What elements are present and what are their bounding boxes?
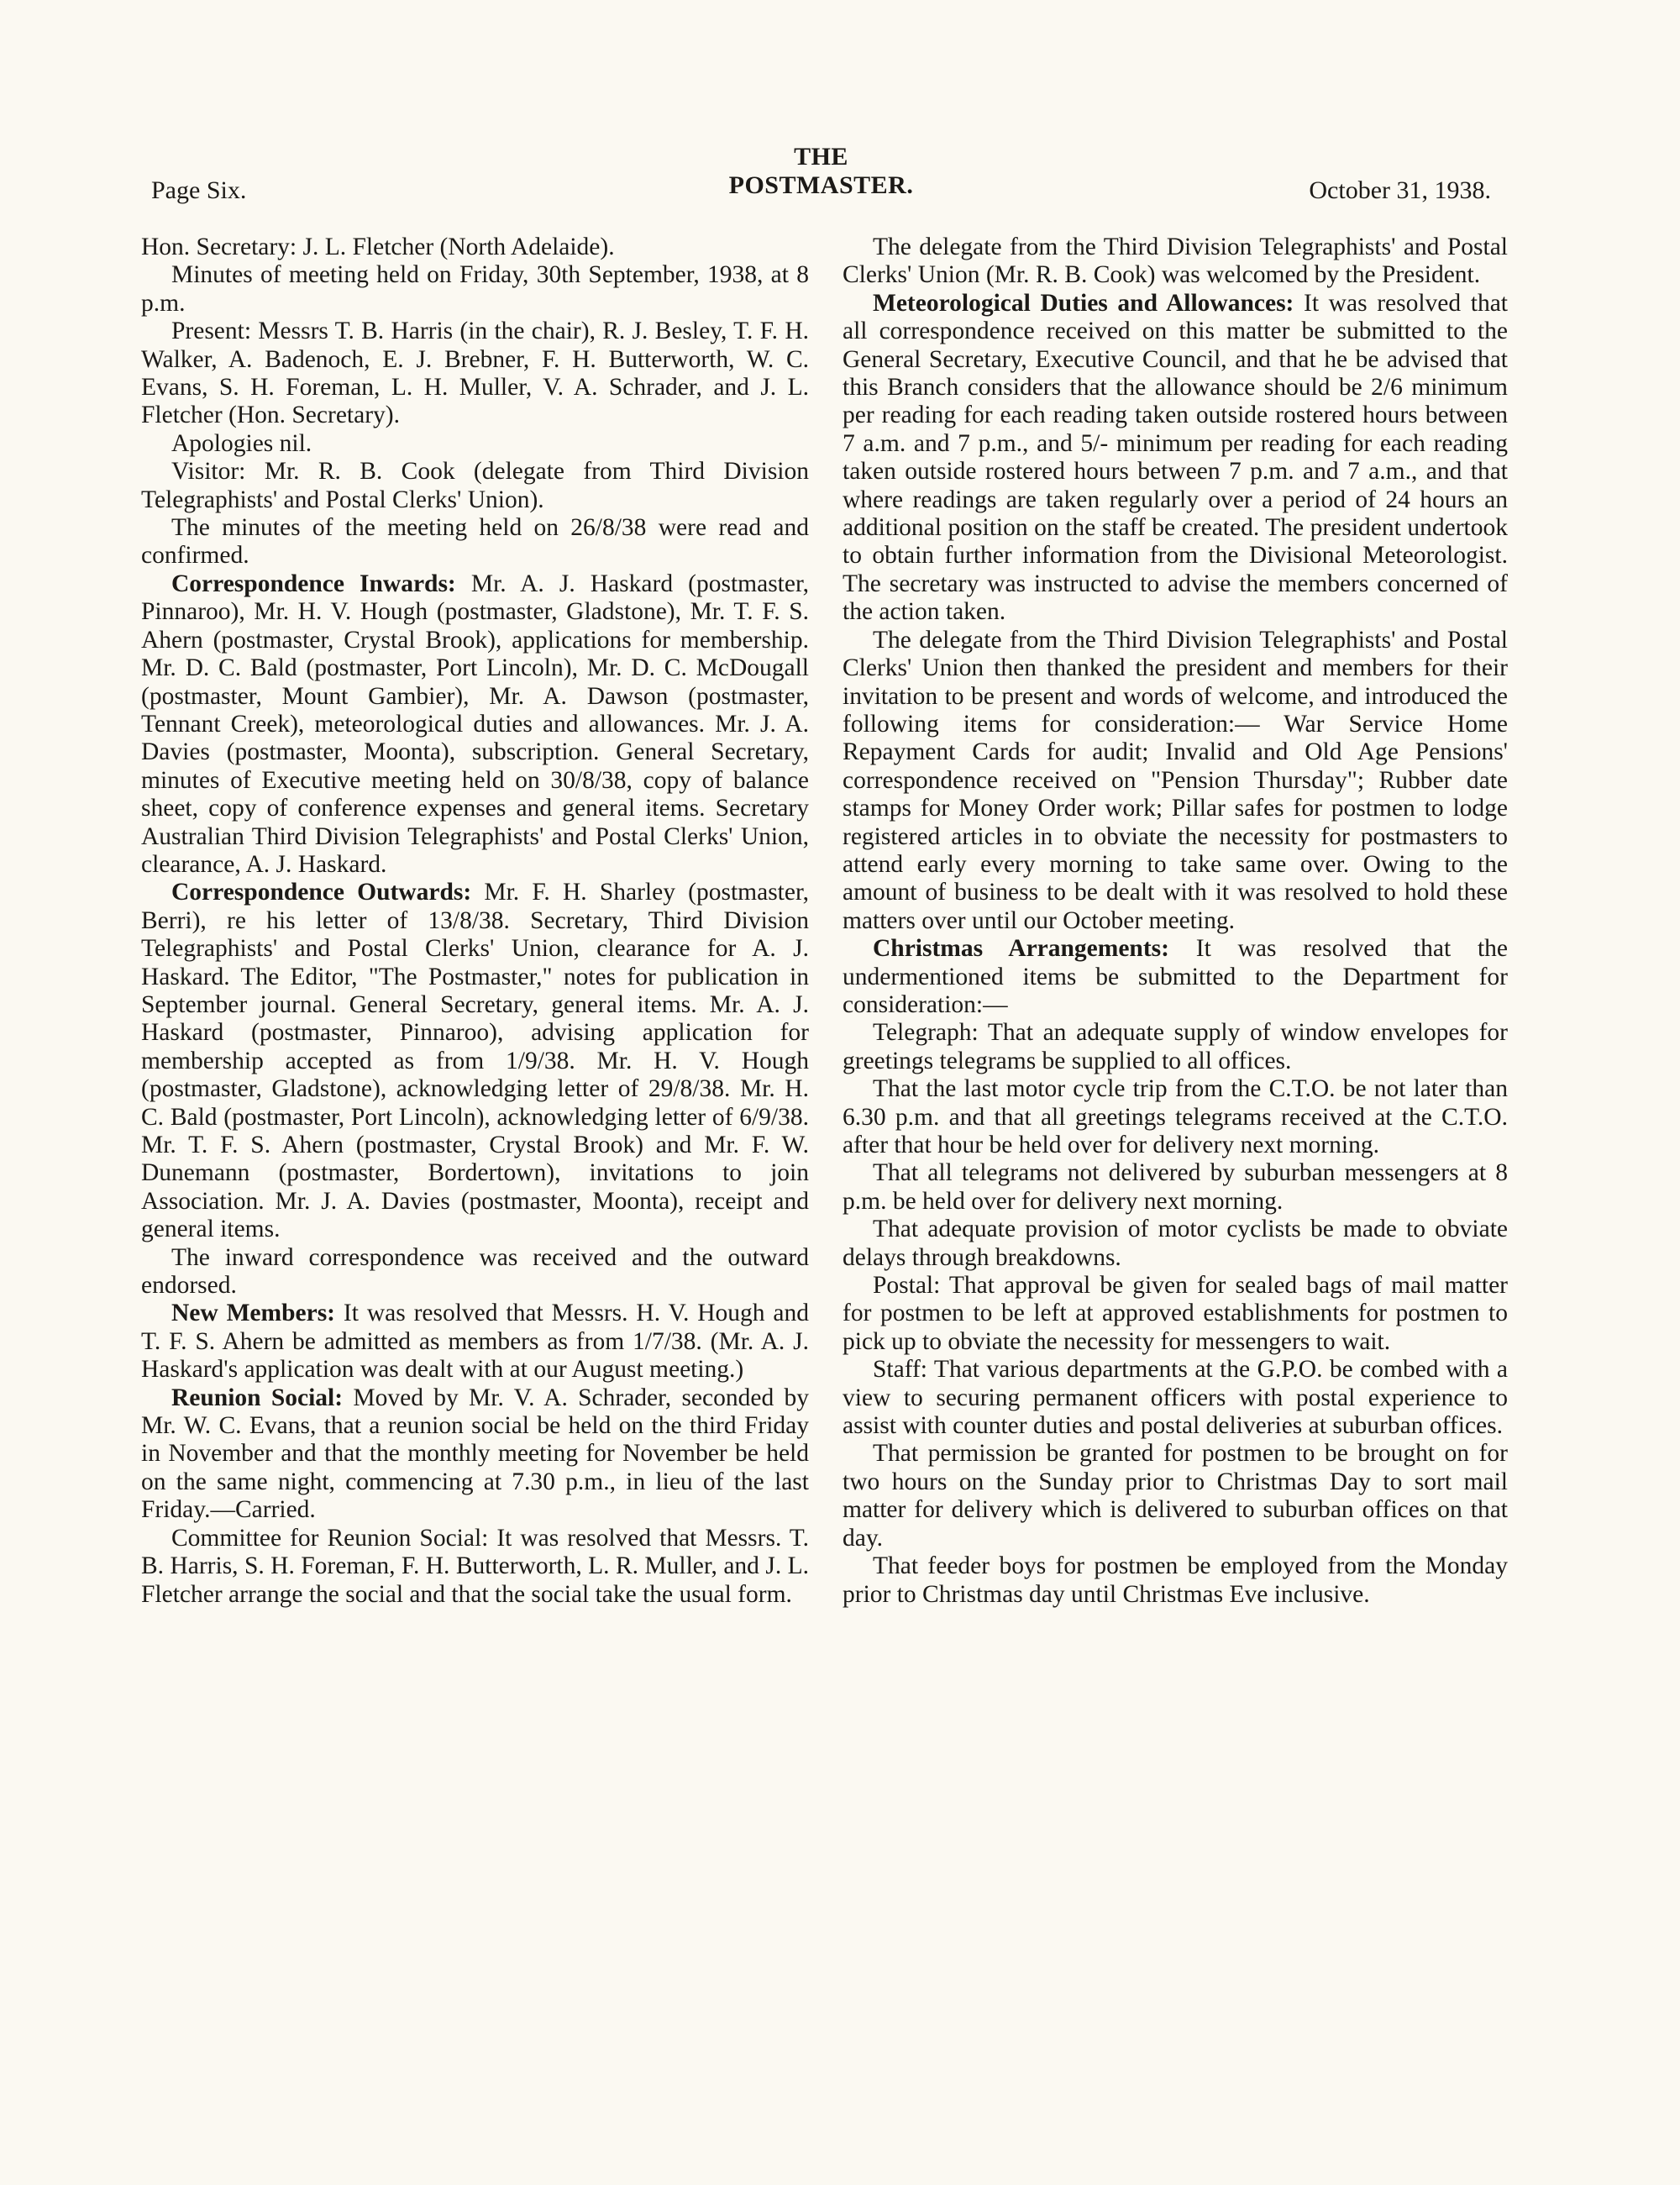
paragraph-delegate-items: The delegate from the Third Division Telegraphists' and Postal Clerks' Union then thanked the president and members for their invitation to be present and words of welcome, and introduced the following items for consideration:— War Service Home Repayment Cards for audit; Invalid and Old Age Pensions' correspondence received on "Pension Thursday"; Rubber date stamps for Money Order work; Pillar safes for postmen to lodge registered articles in to obviate the necessity for postmasters to attend early every morning to take same over. Owing to the amount of business to be dealt with it was resolved to hold these matters over until our October meeting. [843, 626, 1508, 934]
paragraph-telegrams-held: That all telegrams not delivered by suburban messengers at 8 p.m. be held over for delivery next morning. [843, 1159, 1508, 1215]
text-correspondence-outwards: Mr. F. H. Sharley (postmaster, Berri), re his letter of 13/8/38. Secretary, Third Division Telegraphists' and Postal Clerks' Union, clearance for A. J. Haskard. The Editor, "The Postmaster," notes for publication in September journal. General Secretary, general items. Mr. A. J. Haskard (postmaster, Pinnaroo), advising application for membership accepted as from 1/9/38. Mr. H. V. Hough (postmaster, Gladstone), acknowledging letter of 29/8/38. Mr. H. C. Bald (postmaster, Port Lincoln), acknowledging letter of 6/9/38. Mr. T. F. S. Ahern (postmaster, Crystal Brook) and Mr. F. W. Dunemann (postmaster, Bordertown), invitations to join Association. Mr. J. A. Davies (postmaster, Moonta), receipt and general items. [141, 879, 809, 1243]
paragraph-correspondence-inwards [141, 570, 809, 879]
paragraph-staff: Staff: That various departments at the G.P.O. be combed with a view to securing permanent officers with postal experience to assist with counter duties and postal deliveries at suburban offices. [843, 1356, 1508, 1440]
paragraph-meteorological [843, 290, 1508, 627]
paragraph-reunion-social [141, 1384, 809, 1525]
paragraph-delegate-welcome: The delegate from the Third Division Telegraphists' and Postal Clerks' Union (Mr. R. B. Cook) was welcomed by the President. [843, 234, 1508, 289]
paragraph-apologies: Apologies nil. [171, 429, 312, 457]
paragraph-correspondence-endorsed: The inward correspondence was received and the outward endorsed. [141, 1243, 809, 1300]
left-column [141, 234, 809, 1609]
paragraph-feeder-boys: That feeder boys for postmen be employed from the Monday prior to Christmas day until Christmas Eve inclusive. [843, 1552, 1508, 1608]
heading-correspondence-inwards: Correspondence Inwards: [171, 570, 456, 597]
paragraph-christmas [843, 935, 1508, 1019]
text-reunion-social: Moved by Mr. V. A. Schrader, seconded by Mr. W. C. Evans, that a reunion social be held on the third Friday in November and that the monthly meeting for November be held on the same night, commencing at 7.30 p.m., in lieu of the last Friday.—Carried. [141, 1384, 809, 1524]
paragraph-reunion-committee: Committee for Reunion Social: It was resolved that Messrs. T. B. Harris, S. H. Foreman, F. H. Butterworth, L. R. Muller, and J. L. Fletcher arrange the social and that the social take the usual form. [141, 1524, 809, 1608]
paragraph-minutes-confirmed: The minutes of the meeting held on 26/8/38 were read and confirmed. [141, 514, 809, 570]
heading-correspondence-outwards: Correspondence Outwards: [171, 879, 472, 906]
paragraph-correspondence-outwards [141, 879, 809, 1243]
heading-meteorological: Meteorological Duties and Allowances: [873, 289, 1294, 317]
text-meteorological: It was resolved that all correspondence received on this matter be submitted to the General Secretary, Executive Council, and that he be advised that this Branch considers that the allowance should be 2/6 minimum per reading for each reading taken outside rostered hours between 7 a.m. and 7 p.m., and 5/- minimum per reading for each reading taken outside rostered hours between 7 p.m. and 7 a.m., and that where readings are taken regularly over a period of 24 hours an additional position on the staff be created. The president undertook to obtain further information from the Divisional Meteorologist. The secretary was instructed to advise the members concerned of the action taken. [843, 289, 1508, 626]
heading-reunion-social: Reunion Social: [171, 1384, 344, 1411]
masthead-line-2: POSTMASTER. [728, 171, 914, 199]
text-christmas: It was resolved that the undermentioned items be submitted to the Department for consideration:— [843, 935, 1508, 1018]
paragraph-telegraph: Telegraph: That an adequate supply of window envelopes for greetings telegrams be supplied to all offices. [843, 1019, 1508, 1074]
right-column [843, 234, 1508, 1609]
paragraph-present: Present: Messrs T. B. Harris (in the chair), R. J. Besley, T. F. H. Walker, A. Badenoch, E. J. Brebner, F. H. Butterworth, W. C. Evans, S. H. Foreman, L. H. Muller, V. A. Schrader, and J. L. Fletcher (Hon. Secretary). [141, 318, 809, 429]
paragraph-minutes-date: Minutes of meeting held on Friday, 30th September, 1938, at 8 p.m. [141, 261, 809, 317]
masthead [151, 143, 1491, 200]
paragraph-visitor: Visitor: Mr. R. B. Cook (delegate from Third Division Telegraphists' and Postal Clerks' Union). [141, 458, 809, 513]
paragraph-new-members [141, 1300, 809, 1384]
paragraph-postal: Postal: That approval be given for sealed bags of mail matter for postmen to be left at approved establishments for postmen to pick up to obviate the necessity for messengers to wait. [843, 1272, 1508, 1355]
heading-christmas: Christmas Arrangements: [873, 935, 1169, 963]
paragraph-sunday-postmen: That permission be granted for postmen to be brought on for two hours on the Sunday prior to Christmas Day to sort mail matter for delivery which is delivered to suburban offices on that day. [843, 1440, 1508, 1552]
paragraph-hon-secretary: Hon. Secretary: J. L. Fletcher (North Adelaide). [141, 234, 615, 260]
paragraph-motor-cycle-trip: That the last motor cycle trip from the C.T.O. be not later than 6.30 p.m. and that all greetings telegrams received at the C.T.O. after that hour be held over for delivery next morning. [843, 1075, 1508, 1158]
text-new-members: It was resolved that Messrs. H. V. Hough and T. F. S. Ahern be admitted as members as from 1/7/38. (Mr. A. J. Haskard's application was dealt with at our August meeting.) [141, 1300, 809, 1384]
page-header [151, 143, 1491, 210]
paragraph-motor-cyclists: That adequate provision of motor cyclists be made to obviate delays through breakdowns. [843, 1216, 1508, 1271]
heading-new-members: New Members: [171, 1300, 336, 1327]
masthead-line-1: THE [794, 143, 848, 171]
page-number: Page Six. [151, 176, 247, 204]
text-correspondence-inwards: Mr. A. J. Haskard (postmaster, Pinnaroo), Mr. H. V. Hough (postmaster, Gladstone), Mr. T. F. S. Ahern (postmaster, Crystal Brook), applications for membership. Mr. D. C. Bald (postmaster, Port Lincoln), Mr. D. C. McDougall (postmaster, Mount Gambier), Mr. A. Dawson (postmaster, Tennant Creek), meteorological duties and allowances. Mr. J. A. Davies (postmaster, Moonta), subscription. General Secretary, minutes of Executive meeting held on 30/8/38, copy of balance sheet, copy of conference expenses and general items. Secretary Australian Third Division Telegraphists' and Postal Clerks' Union, clearance, A. J. Haskard. [141, 570, 809, 878]
issue-date: October 31, 1938. [1309, 176, 1491, 204]
